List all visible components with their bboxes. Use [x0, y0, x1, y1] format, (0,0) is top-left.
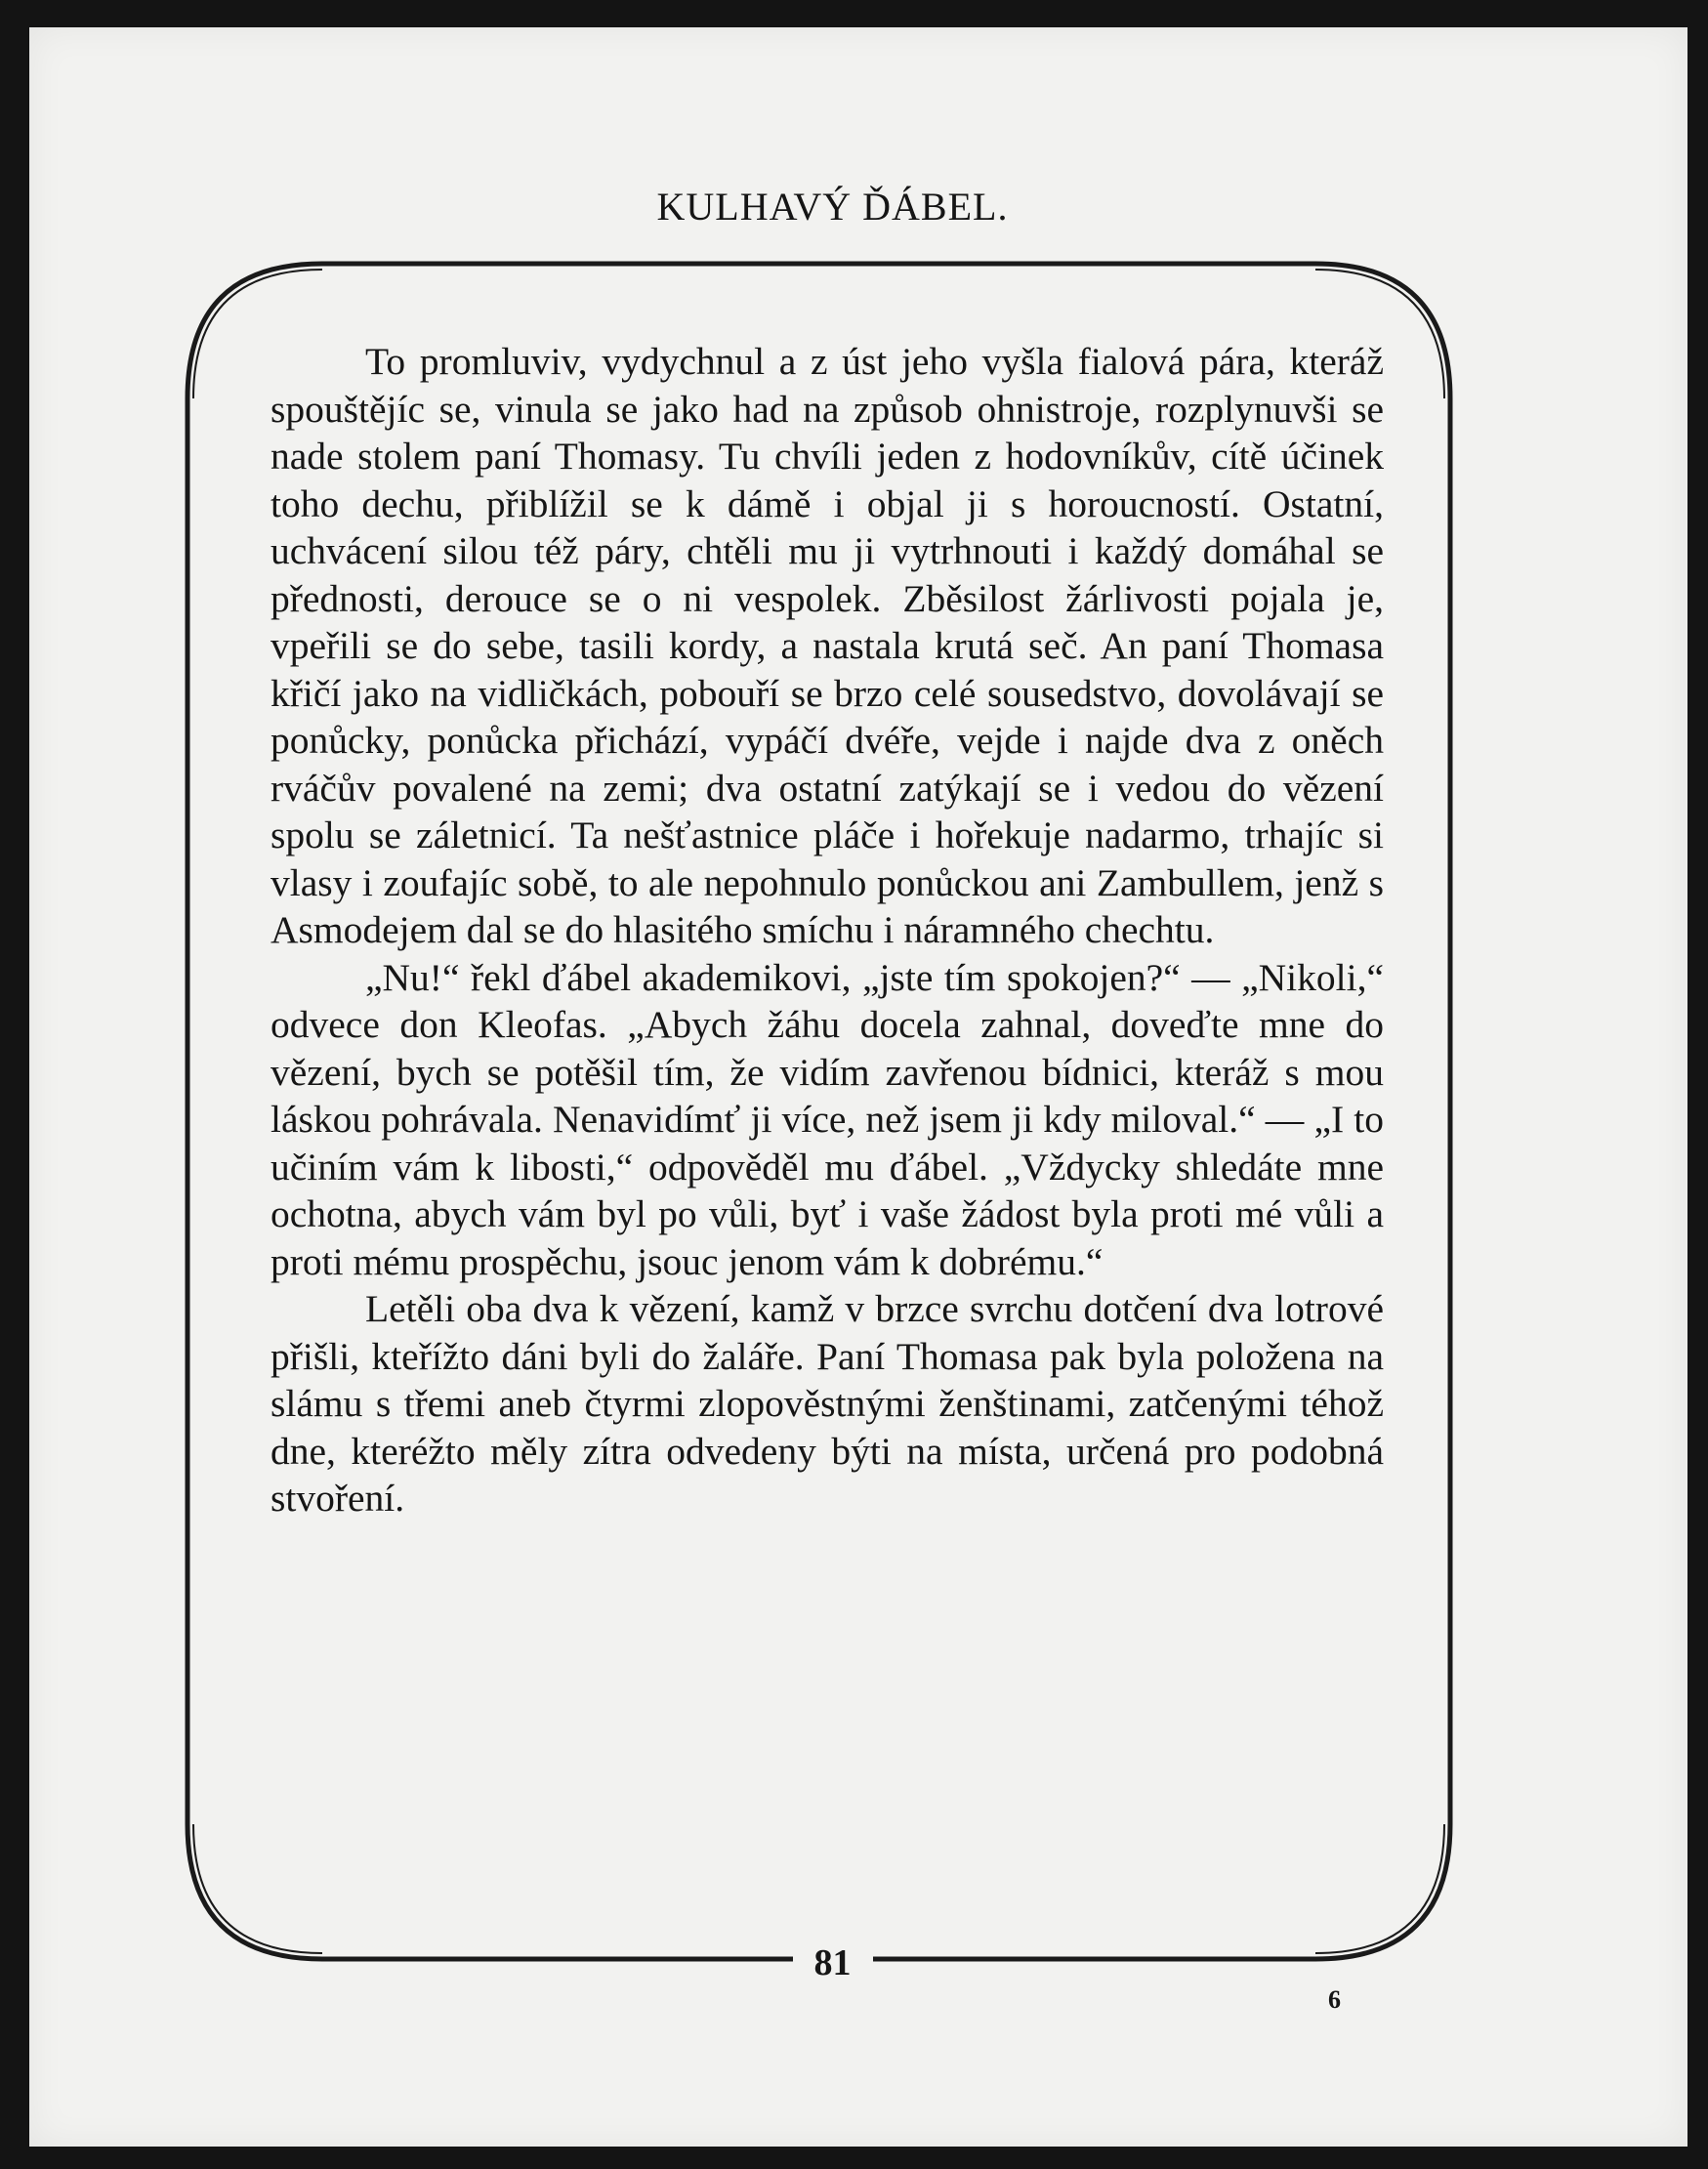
paragraph-3: Letěli oba dva k vězení, kamž v brzce svrchu dotčení dva lotrové přišli, kteřížto dáni byli do žaláře. Paní Thomasa pak byla položena na slámu s třemi aneb čtyrmi zlopověstnými ženštinami, zatčenými téhož dne, kteréžto měly zítra odvedeny býti na místa, určená pro podobná stvoření.: [271, 1287, 1384, 1520]
book-page: [29, 27, 1687, 2147]
paragraph-2: „Nu!“ řekl ďábel akademikovi, „jste tím spokojen?“ — „Nikoli,“ odvece don Kleofas. „Abych žáhu docela zahnal, doveďte mne do vězení, bych se potěšil tím, že vidím zavřenou bídnici, kteráž s mou láskou pohrávala. Nenavidímť ji více, než jsem ji kdy miloval.“ — „I to učiním vám k libosti,“ odpověděl mu ďábel. „Vždycky shledáte mne ochotna, abych vám byl po vůli, byť i vaše žádost byla proti mé vůli a proti mému prospěchu, jsouc jenom vám k dobrému.“: [271, 955, 1384, 1283]
page-number-container: [29, 1941, 1636, 1984]
running-head: KULHAVÝ ĎÁBEL.: [656, 185, 1009, 229]
signature-mark: 6: [1328, 1985, 1341, 2014]
paragraph-1: To promluviv, vydychnul a z úst jeho vyšla fialová pára, kteráž spouštějíc se, vinula se jako had na způsob ohnistroje, rozplynuvši se nade stolem paní Thomasy. Tu chvíli jeden z hodovníkův, cítě účinek toho dechu, přiblížil se k dámě i objal ji s horoucností. Ostatní, uchvácení silou též páry, chtěli mu ji vytrhnouti i každý domáhal se přednosti, derouce se o ni vespolek. Zběsilost žárlivosti pojala je, vpeřili se do sebe, tasili kordy, a nastala krutá seč. An paní Thomasa křičí jako na vidličkách, pobouří se brzo celé sousedstvo, dovolávají se ponůcky, ponůcka přichází, vypáčí dvéře, vejde i najde dva z oněch rváčův povalené na zemi; dva ostatní zatýkají se i vedou do vězení spolu se záletnicí. Ta nešťastnice pláče i hořekuje nadarmo, trhajíc si vlasy i zoufajíc sobě, to ale nepohnulo ponůckou ani Zambullem, jenž s Asmodejem dal se do hlasitého smíchu i náramného chechtu.: [271, 340, 1384, 951]
page-number: 81: [793, 1942, 873, 1983]
body-text: [271, 338, 1384, 1522]
